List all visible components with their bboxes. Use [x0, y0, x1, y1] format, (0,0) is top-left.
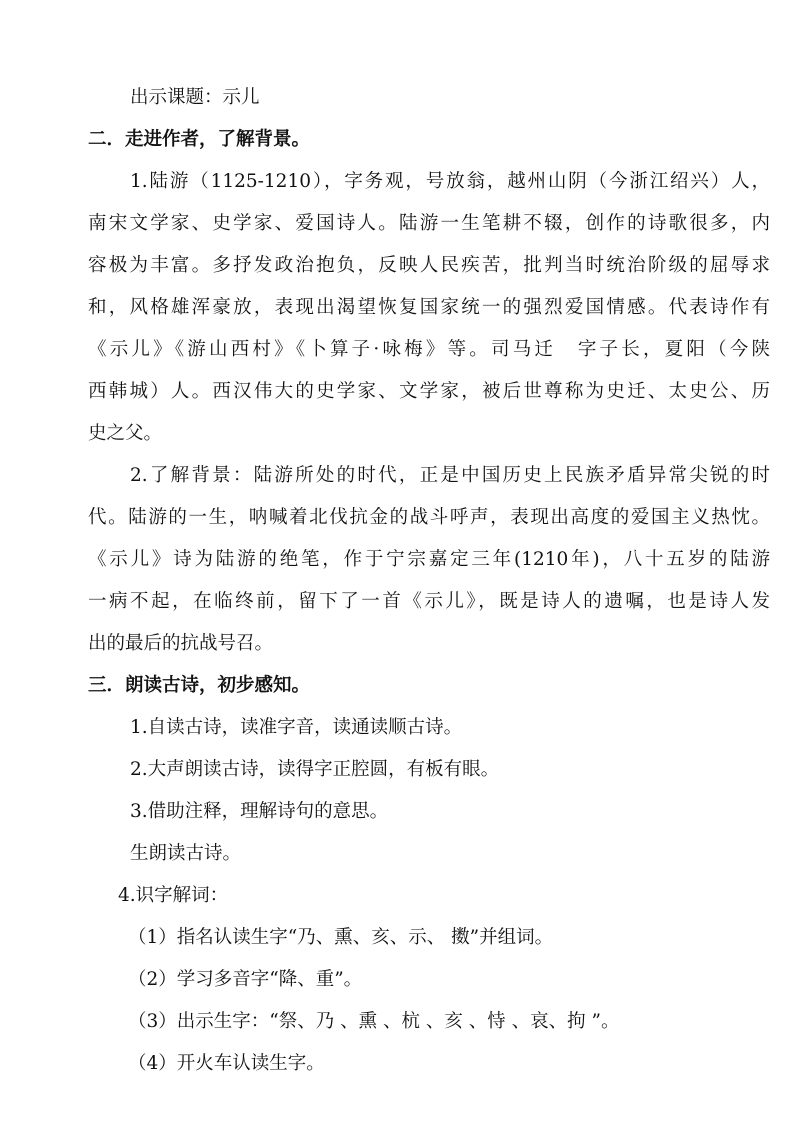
section-3-item: 3.借助注释，理解诗句的意思。 [130, 801, 389, 822]
section-2-item2-line: 一病不起，在临终前，留下了一首《示儿》，既是诗人的遗嘱，也是诗人发 [88, 591, 770, 612]
section-2-item2-line: 2.了解背景：陆游所处的时代，正是中国历史上民族矛盾异常尖锐的时 [130, 465, 770, 486]
section-2-item1-line: 容极为丰富。多抒发政治抱负，反映人民疾苦，批判当时统治阶级的屈辱求 [88, 255, 770, 276]
intro-line: 出示课题：示儿 [130, 87, 260, 108]
section-2-item1-line: 和，风格雄浑豪放，表现出渴望恢复国家统一的强烈爱国情感。代表诗作有 [88, 297, 770, 318]
section-3-sub-item: （2）学习多音字“降、重”。 [128, 969, 363, 990]
section-2-item2-line: 代。陆游的一生，呐喊着北伐抗金的战斗呼声，表现出高度的爱国主义热忱。 [88, 507, 770, 528]
section-2-item1-line: 西韩城）人。西汉伟大的史学家、文学家，被后世尊称为史迁、太史公、历 [88, 381, 770, 402]
section-2-item2-line: 出的最后的抗战号召。 [88, 633, 274, 654]
section-2-item1-line: 南宋文学家、史学家、爱国诗人。陆游一生笔耕不辍，创作的诗歌很多，内 [88, 213, 770, 234]
section-2-item1-line: 史之父。 [88, 423, 163, 444]
section-2-item2-line: 《示儿》诗为陆游的绝笔，作于宁宗嘉定三年(1210年)，八十五岁的陆游 [88, 549, 770, 570]
section-3-sub-item: （4）开火车认读生字。 [128, 1053, 325, 1074]
section-2-heading: 二．走进作者，了解背景。 [88, 129, 311, 150]
section-2-item1-line: 《示儿》《游山西村》《卜算子·咏梅》等。司马迁 字子长，夏阳（今陕 [88, 339, 770, 360]
section-3-item: 生朗读古诗。 [130, 843, 242, 864]
section-3-sub-item: （1）指名认读生字“乃、熏、亥、示、 擞”并组词。 [128, 927, 554, 948]
section-3-item: 2.大声朗读古诗，读得字正腔圆，有板有眼。 [130, 759, 500, 780]
section-3-item: 1.自读古诗，读准字音，读通读顺古诗。 [130, 717, 463, 738]
section-3-item4-label: 4.识字解词： [118, 885, 229, 906]
section-2-item1-line: 1.陆游（1125-1210），字务观，号放翁，越州山阴（今浙江绍兴）人， [130, 171, 770, 192]
section-3-heading: 三．朗读古诗，初步感知。 [88, 675, 311, 696]
section-3-sub-item: （3）出示生字：“祭、乃 、熏 、杭 、亥 、恃 、哀、拘 ”。 [128, 1011, 620, 1032]
